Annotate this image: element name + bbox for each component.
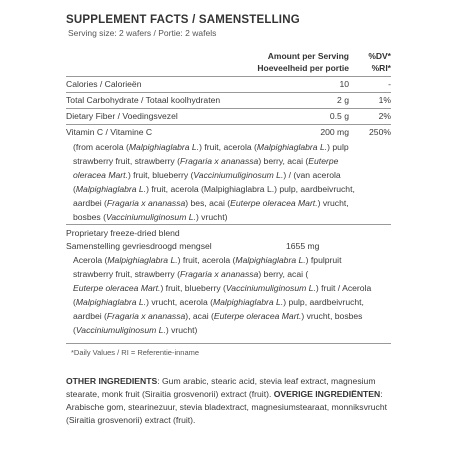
other-ingredients: OTHER INGREDIENTS: Gum arabic, stearic acid, stevia leaf extract, magnesium stearate, monk fruit (Siraitia grosvenorii) extract (fruit). OVERIGE INGREDIËNTEN: Arabische gom, stearinezuur, stevia bladextract, magnesiumstearaat, monniksvrucht (Siraitia grosvenorii) extract (fruit). <box>66 376 387 425</box>
nutrient-row-calories: Calories / Calorieën 10 - <box>66 76 391 92</box>
ri-header: %RI* <box>371 63 391 73</box>
amount-header: Amount per Serving <box>267 51 349 61</box>
column-header-row-1 <box>66 50 391 62</box>
nutrient-row-carbohydrate: Total Carbohydrate / Totaal koolhydraten 2 g 1% <box>66 92 391 108</box>
vitamin-c-source-text: (from acerola (Malpighiaglabra L.) fruit, acerola (Malpighiaglabra L.) pulp strawberry fruit, strawberry (Fragaria x ananassa) berry, acai (Euterpe oleracea Mart.) fruit, blueberry (Vacciniumuliginosum L.) / (van acerola (Malpighiaglabra L.) fruit, acerola (Malpighiaglabra L.) pulp, aardbeivrucht, aardbei (Fragaria x ananassa) bes, acai (Euterpe oleracea Mart.) vrucht, bosbes (Vacciniumuliginosum L.) vrucht) <box>73 142 355 222</box>
daily-value-footnote: *Daily Values / RI = Referentie-inname <box>66 343 391 357</box>
amount-header-nl: Hoeveelheid per portie <box>257 63 349 73</box>
proprietary-blend-title-nl: Samenstelling gevriesdroogd mengsel <box>66 241 212 251</box>
overige-ingredienten-label: OVERIGE INGREDIËNTEN <box>273 389 381 399</box>
nutrient-row-fiber: Dietary Fiber / Voedingsvezel 0.5 g 2% <box>66 108 391 124</box>
column-header-row-2 <box>66 62 391 76</box>
other-ingredients-label: OTHER INGREDIENTS <box>66 376 158 386</box>
supplement-facts-panel <box>66 14 391 427</box>
panel-title: SUPPLEMENT FACTS / SAMENSTELLING <box>66 14 300 26</box>
proprietary-blend <box>66 224 391 337</box>
proprietary-blend-ingredients: Acerola (Malpighiaglabra L.) fruit, acerola (Malpighiaglabra L.) fpulpruit strawberry fruit, strawberry (Fragaria x ananassa) berry, acai ( Euterpe oleracea Mart.) fruit, blueberry (Vacciniumuliginosum L.) fruit / Acerola (Malpighiaglabra L.) vrucht, acerola (Malpighiaglabra L.) pulp, aardbeivrucht, aardbei (Fragaria x ananassa), acai (Euterpe oleracea Mart.) vrucht, bosbes (Vacciniumuliginosum L.) vrucht) <box>73 255 372 335</box>
proprietary-blend-title: Proprietary freeze-dried blend <box>66 228 180 238</box>
nutrient-row-vitamin-c: Vitamin C / Vitamine C 200 mg 250% <box>66 124 391 140</box>
proprietary-blend-amount: 1655 mg <box>286 241 320 251</box>
dv-header: %DV* <box>368 51 391 61</box>
serving-size: Serving size: 2 wafers / Portie: 2 wafels <box>68 28 217 38</box>
